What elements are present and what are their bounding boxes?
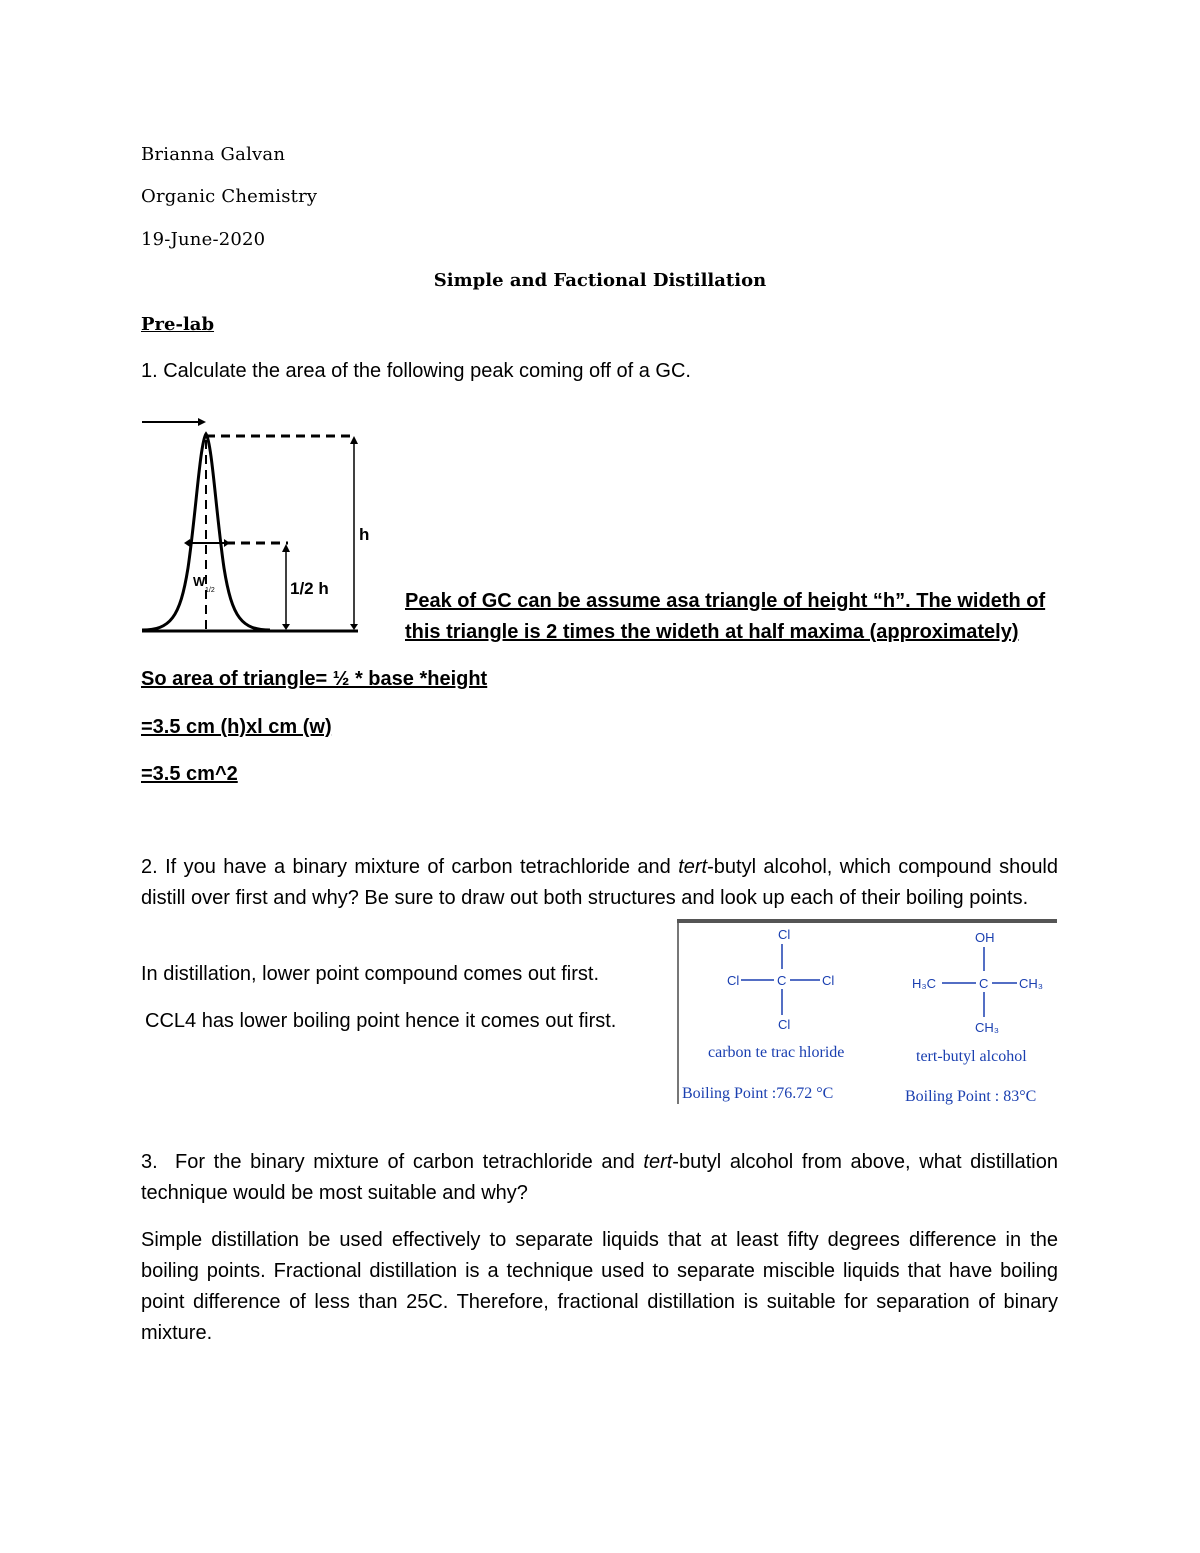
w-subscript: 1/2 bbox=[205, 587, 215, 594]
document-date: 19-June-2020 bbox=[141, 229, 266, 250]
ccl4-structure bbox=[727, 927, 834, 1032]
q3-answer: Simple distillation be used effectively to separate liquids that at least fifty degrees difference in the boiling points. Fractional distillation is a technique used to separate miscible liquids that have boiling point difference of less than 25C. Therefore, fractional distillation is suitable for separation of binary mixture. bbox=[141, 1229, 1058, 1344]
question-1: 1. Calculate the area of the following peak coming off of a GC. bbox=[141, 360, 691, 382]
ccl4-bottom-cl: Cl bbox=[778, 1017, 791, 1032]
course-name: Organic Chemistry bbox=[141, 186, 318, 207]
structures-image bbox=[677, 919, 1057, 1104]
tba-bottom-ch3: CH₃ bbox=[975, 1020, 1000, 1035]
ccl4-right-cl: Cl bbox=[822, 973, 835, 988]
tba-right-ch3: CH₃ bbox=[1019, 976, 1044, 991]
q1-answer-line1: Peak of GC can be assume asa triangle of height “h”. The wideth of bbox=[405, 590, 1046, 612]
area-calculation: =3.5 cm (h)xl cm (w) bbox=[141, 716, 332, 738]
w-label: W bbox=[193, 574, 206, 589]
section-heading: Pre-lab bbox=[141, 314, 215, 335]
tba-center-c: C bbox=[979, 976, 989, 991]
tba-boiling-point: Boiling Point : 83°C bbox=[905, 1088, 1037, 1105]
half-h-label: 1/2 h bbox=[290, 579, 329, 598]
q1-answer-line2: this triangle is 2 times the wideth at half maxima (approximately) bbox=[405, 621, 1019, 643]
q2-answer-1: In distillation, lower point compound comes out first. bbox=[141, 963, 599, 985]
ccl4-boiling-point: Boiling Point :76.72 °C bbox=[682, 1085, 834, 1102]
tba-name: tert-butyl alcohol bbox=[916, 1048, 1027, 1065]
question-2: 2. If you have a binary mixture of carbon tetrachloride and tert-butyl alcohol, which compound should distill over first and why? Be sure to draw out both structures and look up each of their boiling points. bbox=[141, 856, 1059, 909]
gc-peak-figure bbox=[140, 418, 370, 638]
tba-left-ch3: H₃C bbox=[912, 976, 937, 991]
tba-top-oh: OH bbox=[975, 930, 995, 945]
area-formula: So area of triangle= ½ * base *height bbox=[141, 668, 488, 690]
h-label: h bbox=[359, 525, 370, 544]
ccl4-center-c: C bbox=[777, 973, 787, 988]
tba-structure bbox=[912, 930, 1043, 1035]
question-3: 3. For the binary mixture of carbon tetrachloride and tert-butyl alcohol from above, what distillation technique would be most suitable and why? bbox=[141, 1151, 1058, 1204]
q2-answer-2: CCL4 has lower boiling point hence it comes out first. bbox=[145, 1010, 617, 1032]
structures-drawing bbox=[677, 919, 1057, 1104]
author-name: Brianna Galvan bbox=[141, 144, 286, 165]
document-title: Simple and Factional Distillation bbox=[433, 270, 767, 291]
ccl4-top-cl: Cl bbox=[778, 927, 791, 942]
ccl4-name: carbon te trac hloride bbox=[708, 1044, 845, 1061]
ccl4-left-cl: Cl bbox=[727, 973, 740, 988]
area-result: =3.5 cm^2 bbox=[141, 763, 238, 785]
